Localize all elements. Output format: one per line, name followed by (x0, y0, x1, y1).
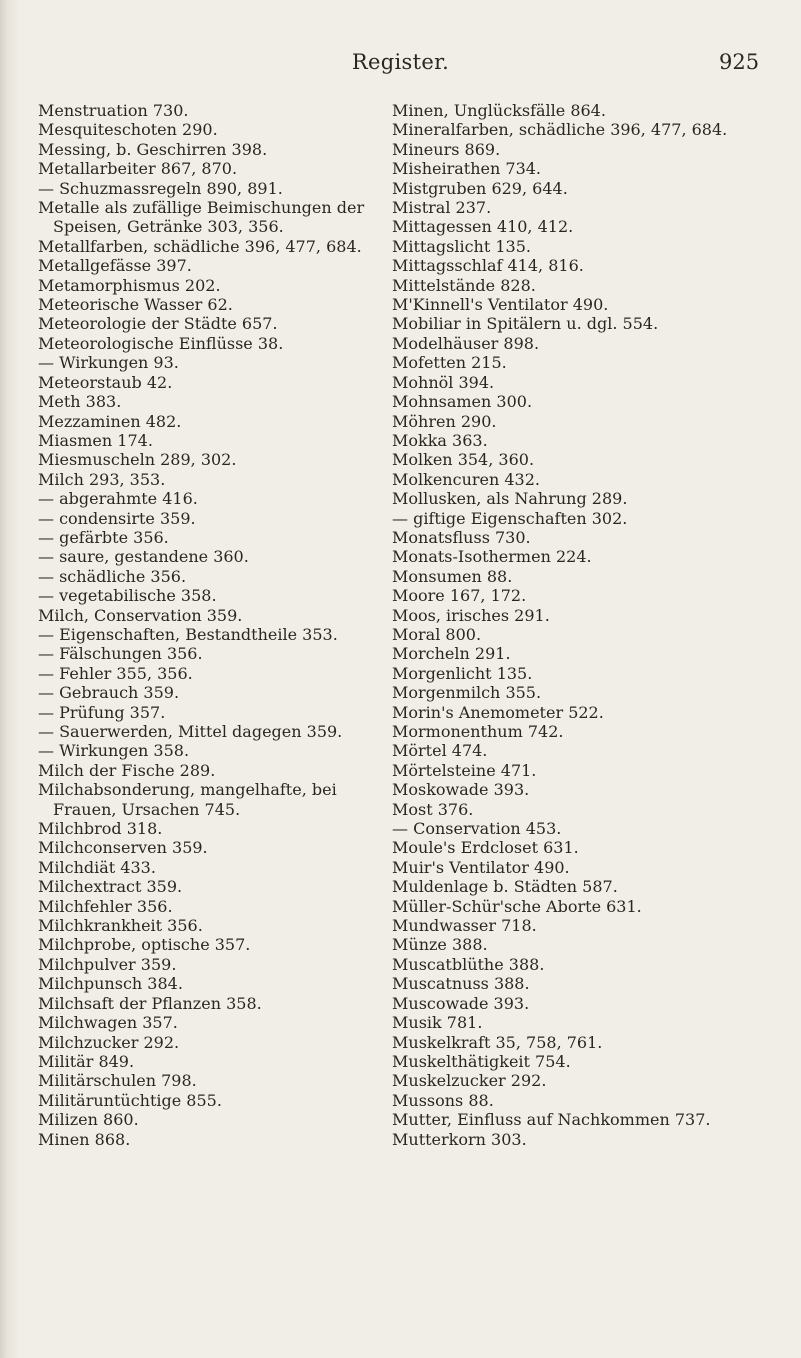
index-entry: Mofetten 215. (392, 353, 507, 373)
index-entry: — Fehler 355, 356. (38, 663, 193, 683)
index-entry: Metallgefässe 397. (38, 256, 192, 276)
index-entry: Münze 388. (392, 935, 488, 955)
index-entry: — condensirte 359. (38, 508, 196, 528)
index-entry: Milizen 860. (38, 1110, 139, 1130)
index-entry: — Gebrauch 359. (38, 683, 180, 703)
index-entry: — vegetabilische 358. (38, 586, 217, 606)
index-entry: Monsumen 88. (392, 566, 513, 586)
index-entry: Moral 800. (392, 624, 482, 644)
index-entry: Meteorologie der Städte 657. (38, 314, 278, 334)
index-column-left (38, 101, 418, 1149)
index-entry: Mollusken, als Nahrung 289. (392, 489, 628, 509)
index-entry: Moule's Erdcloset 631. (392, 838, 579, 858)
index-entry: Militäruntüchtige 855. (38, 1090, 222, 1110)
index-entry: Frauen, Ursachen 745. (53, 799, 241, 819)
index-entry: Mundwasser 718. (392, 916, 537, 936)
index-entry: Miesmuscheln 289, 302. (38, 450, 237, 470)
index-entry: — Eigenschaften, Bestandtheile 353. (38, 624, 338, 644)
index-entry: Speisen, Getränke 303, 356. (53, 217, 284, 237)
index-entry: Morcheln 291. (392, 644, 511, 664)
index-entry: Moos, irisches 291. (392, 605, 550, 625)
index-entry: Milchconserven 359. (38, 838, 208, 858)
index-entry: Morgenlicht 135. (392, 663, 533, 683)
index-entry: Milchkrankheit 356. (38, 916, 203, 936)
index-entry: — Prüfung 357. (38, 702, 166, 722)
index-entry: Muskelzucker 292. (392, 1071, 547, 1091)
index-entry: — Fälschungen 356. (38, 644, 203, 664)
index-entry: Mörtelsteine 471. (392, 760, 537, 780)
index-entry: Milchfehler 356. (38, 896, 173, 916)
index-entry: Mesquiteschoten 290. (38, 120, 218, 140)
page-header (0, 50, 801, 82)
index-entry: — Conservation 453. (392, 819, 562, 839)
index-entry: M'Kinnell's Ventilator 490. (392, 295, 609, 315)
page-binding-edge (0, 0, 20, 1358)
index-entry: Molken 354, 360. (392, 450, 535, 470)
index-entry: Milch 293, 353. (38, 469, 166, 489)
index-entry: Mohnsamen 300. (392, 392, 533, 412)
index-entry: Muskelkraft 35, 758, 761. (392, 1032, 603, 1052)
index-entry: Messing, b. Geschirren 398. (38, 139, 268, 159)
index-entry: — giftige Eigenschaften 302. (392, 508, 628, 528)
index-column-right (392, 101, 792, 1149)
index-entry: Most 376. (392, 799, 474, 819)
page-title: Register. (351, 50, 450, 74)
index-entry: Menstruation 730. (38, 101, 189, 120)
index-entry: Muskelthätigkeit 754. (392, 1051, 571, 1071)
index-entry: — Sauerwerden, Mittel dagegen 359. (38, 722, 343, 741)
index-entry: Metalle als zufällige Beimischungen der (38, 198, 365, 218)
index-entry: Milchbrod 318. (38, 819, 163, 839)
index-entry: Mineralfarben, schädliche 396, 477, 684. (392, 120, 728, 140)
index-entry: Meteorstaub 42. (38, 372, 173, 392)
index-entry: Mokka 363. (392, 430, 488, 450)
index-entry: Meth 383. (38, 392, 122, 412)
index-entry: — saure, gestandene 360. (38, 547, 249, 567)
index-entry: Modelhäuser 898. (392, 333, 540, 353)
index-entry: Miasmen 174. (38, 430, 153, 450)
index-entry: Möhren 290. (392, 411, 497, 431)
index-entry: Militärschulen 798. (38, 1071, 197, 1091)
index-entry: Mittagsschlaf 414, 816. (392, 256, 584, 276)
index-entry: Mezzaminen 482. (38, 411, 182, 431)
index-entry: Meteorische Wasser 62. (38, 295, 233, 315)
index-entry: Muir's Ventilator 490. (392, 857, 570, 877)
index-entry: Meteorologische Einflüsse 38. (38, 333, 284, 353)
index-entry: Mobiliar in Spitälern u. dgl. 554. (392, 314, 659, 334)
index-entry: Morgenmilch 355. (392, 683, 542, 703)
index-entry: Muscowade 393. (392, 993, 530, 1013)
index-entry: Mistgruben 629, 644. (392, 178, 568, 198)
index-entry: Milchprobe, optische 357. (38, 935, 251, 955)
index-entry: — abgerahmte 416. (38, 489, 198, 509)
index-entry: Mutterkorn 303. (392, 1129, 527, 1149)
index-entry: Milchwagen 357. (38, 1013, 178, 1033)
page-number: 925 (719, 50, 760, 74)
index-entry: — Wirkungen 93. (38, 353, 179, 373)
index-entry: Milchzucker 292. (38, 1032, 180, 1052)
index-entry: Misheirathen 734. (392, 159, 542, 179)
index-entry: Milchabsonderung, mangelhafte, bei (38, 780, 337, 800)
index-entry: Molkencuren 432. (392, 469, 540, 489)
index-entry: Milchdiät 433. (38, 857, 156, 877)
index-entry: Muscatnuss 388. (392, 974, 530, 994)
index-entry: Mussons 88. (392, 1090, 494, 1110)
index-entry: Metallarbeiter 867, 870. (38, 159, 238, 179)
index-entry: Mutter, Einfluss auf Nachkommen 737. (392, 1110, 711, 1130)
index-entry: Milch der Fische 289. (38, 760, 216, 780)
index-entry: Mineurs 869. (392, 139, 501, 159)
index-entry: Moore 167, 172. (392, 586, 527, 606)
index-entry: Müller-Schür'sche Aborte 631. (392, 896, 642, 916)
index-entry: Mittagslicht 135. (392, 236, 531, 256)
index-entry: Musik 781. (392, 1013, 483, 1033)
index-entry: Minen, Unglücksfälle 864. (392, 101, 606, 120)
index-entry: — Schuzmassregeln 890, 891. (38, 178, 283, 198)
index-entry: Morin's Anemometer 522. (392, 702, 604, 722)
index-entry: Metamorphismus 202. (38, 275, 221, 295)
index-entry: Milchsaft der Pflanzen 358. (38, 993, 262, 1013)
index-entry: Mistral 237. (392, 198, 492, 218)
index-entry: Moskowade 393. (392, 780, 530, 800)
index-entry: — gefärbte 356. (38, 527, 169, 547)
index-entry: Mörtel 474. (392, 741, 488, 761)
index-entry: Monats-Isothermen 224. (392, 547, 592, 567)
index-entry: — schädliche 356. (38, 566, 187, 586)
index-entry: Milchpulver 359. (38, 954, 177, 974)
index-entry: Mittagessen 410, 412. (392, 217, 574, 237)
index-entry: Mohnöl 394. (392, 372, 495, 392)
index-entry: Muscatblüthe 388. (392, 954, 545, 974)
index-entry: Milchpunsch 384. (38, 974, 183, 994)
index-entry: Mormonenthum 742. (392, 722, 564, 741)
index-entry: Mittelstände 828. (392, 275, 536, 295)
index-entry: Milchextract 359. (38, 877, 183, 897)
index-entry: Milch, Conservation 359. (38, 605, 243, 625)
index-entry: Muldenlage b. Städten 587. (392, 877, 618, 897)
index-entry: Metallfarben, schädliche 396, 477, 684. (38, 236, 362, 256)
index-entry: Monatsfluss 730. (392, 527, 531, 547)
index-entry: Minen 868. (38, 1129, 131, 1149)
index-entry: Militär 849. (38, 1051, 135, 1071)
index-entry: — Wirkungen 358. (38, 741, 190, 761)
